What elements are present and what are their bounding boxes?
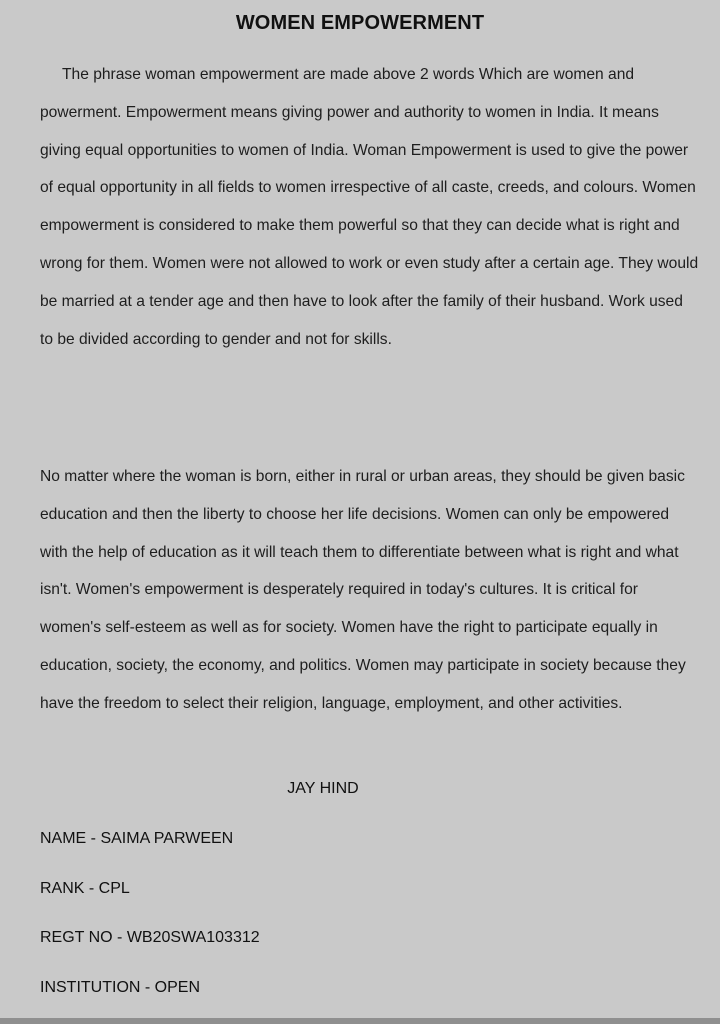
paragraph-2: No matter where the woman is born, either in rural or urban areas, they should be given basic education and then the liberty to choose her life decisions. Women can only be empowered with the help of education as it will teach them to differentiate between what is right and what isn't. Women's empowerment is desperately required in today's cultures. It is critical for women's self-esteem as well as for society. Women have the right to participate equally in education, society, the economy, and politics. Women may participate in society because they have the freedom to select their religion, language, employment, and other activities. bbox=[40, 468, 686, 712]
document-title: WOMEN EMPOWERMENT bbox=[235, 12, 485, 34]
closing-salutation: JAY HIND bbox=[287, 780, 359, 797]
page-bottom-edge bbox=[0, 1018, 720, 1024]
name-field: NAME - SAIMA PARWEEN bbox=[40, 830, 234, 847]
rank-field: RANK - CPL bbox=[40, 880, 130, 897]
regt-no-field: REGT NO - WB20SWA103312 bbox=[40, 929, 260, 946]
institution-field: INSTITUTION - OPEN bbox=[40, 979, 200, 996]
paragraph-1: The phrase woman empowerment are made above 2 words Which are women and powerment. Empowerment means giving power and authority to women in India. It means giving equal opportunities to women of India. Woman Empowerment is used to give the power of equal opportunity in all fields to women irrespective of all caste, creeds, and colours. Women empowerment is considered to make them powerful so that they can decide what is right and wrong for them. Women were not allowed to work or even study after a certain age. They would be married at a tender age and then have to look after the family of their husband. Work used to be divided according to gender and not for skills. bbox=[40, 66, 699, 348]
